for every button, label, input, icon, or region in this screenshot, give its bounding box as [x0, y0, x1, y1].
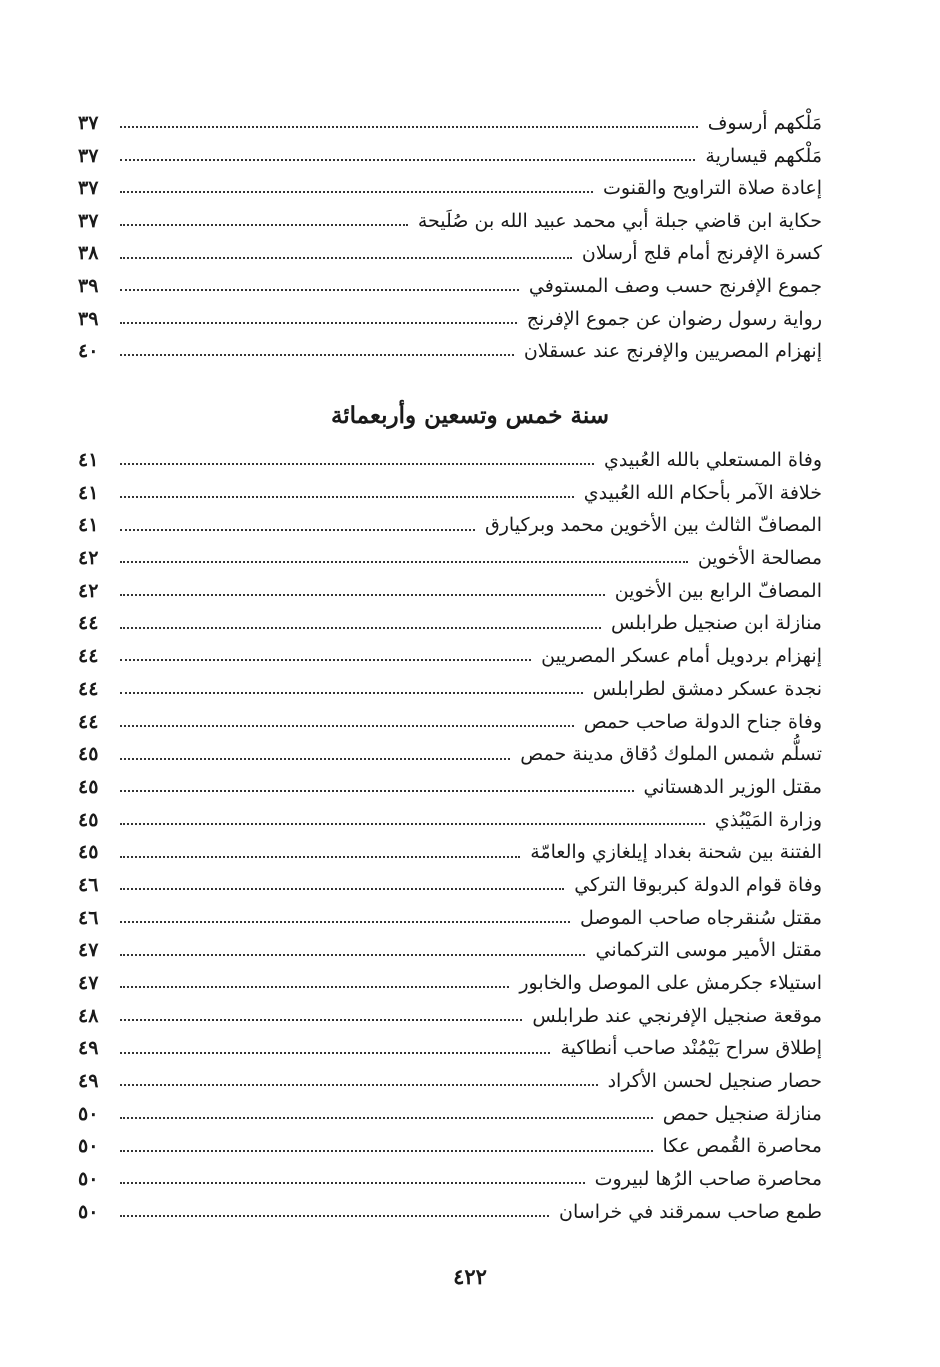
toc-entry-page: ٤٥: [78, 808, 99, 831]
toc-entry-title: إطلاق سراح بَيْمُنْد صاحب أنطاكية: [560, 1037, 822, 1060]
toc-entry-title: محاصرة القُمص عكا: [662, 1135, 822, 1158]
toc-entry: [78, 1163, 822, 1196]
toc-entry-title: نجدة عسكر دمشق لطرابلس: [592, 677, 822, 700]
toc-entry-page: ٤٧: [78, 939, 99, 962]
toc-entry-page: ٣٧: [78, 209, 99, 232]
toc-entry-title: مقتل الوزير الدهستاني: [643, 775, 822, 798]
dot-leader: [120, 463, 594, 465]
toc-entry: [78, 673, 822, 706]
toc-entry: [78, 172, 822, 205]
page-number: ٤٢٢: [453, 1264, 487, 1289]
toc-entry: [78, 607, 822, 640]
toc-entry-page: ٤٢: [78, 579, 99, 602]
toc-entry: [78, 902, 822, 935]
toc-entry-title: المصافّ الرابع بين الأخوين: [614, 579, 822, 602]
dot-leader: [120, 888, 564, 890]
dot-leader: [120, 159, 695, 161]
toc-entry: [78, 107, 822, 140]
toc-entry-page: ٣٧: [78, 112, 99, 134]
toc-entry-page: ٤٩: [78, 1037, 99, 1060]
toc-entry-title: استيلاء جكرمش على الموصل والخابور: [519, 972, 822, 994]
dot-leader: [120, 1052, 550, 1054]
dot-leader: [120, 659, 531, 661]
toc-entry-title: موقعة صنجيل الإفرنجي عند طرابلس: [532, 1004, 822, 1027]
toc-entry: [78, 738, 822, 771]
toc-entry: [78, 804, 822, 837]
toc-entry-title: منازلة ابن صنجيل طرابلس: [611, 612, 822, 635]
toc-entry: [78, 575, 822, 608]
toc-entry-title: الفتنة بين شحنة بغداد إيلغازي والعامّة: [530, 841, 822, 864]
toc-entry-title: مصالحة الأخوين: [697, 547, 822, 570]
toc-entry: [78, 1098, 822, 1131]
toc-entry-page: ٤٤: [78, 612, 99, 635]
toc-entry-page: ٤٥: [78, 743, 99, 766]
toc-entry-page: ٤١: [78, 449, 99, 471]
dot-leader: [120, 1150, 653, 1152]
dot-leader: [120, 322, 517, 324]
toc-entry-page: ٣٩: [78, 307, 99, 330]
toc-entry: [78, 706, 822, 739]
toc-entry-page: ٣٧: [78, 144, 99, 167]
dot-leader: [120, 725, 574, 727]
dot-leader: [120, 790, 634, 792]
toc-entry-page: ٣٧: [78, 177, 99, 200]
dot-leader: [120, 954, 585, 956]
toc-entry-title: إعادة صلاة التراويح والقنوت: [603, 177, 822, 200]
toc-entry-title: منازلة صنجيل حمص: [662, 1102, 822, 1125]
toc-entry: [78, 270, 822, 303]
toc-entry: [78, 1032, 822, 1065]
dot-leader: [120, 126, 698, 128]
toc-entry-page: ٤١: [78, 481, 99, 504]
toc-entry-title: إنهزام المصريين والإفرنج عند عسقلان: [523, 340, 822, 363]
toc-entry-page: ٥٠: [78, 1135, 99, 1158]
toc-entry-title: حصار صنجيل لحسن الأكراد: [607, 1070, 822, 1093]
dot-leader: [120, 1117, 653, 1119]
dot-leader: [120, 561, 688, 563]
dot-leader: [120, 986, 509, 988]
dot-leader: [120, 257, 572, 259]
toc-entry: [78, 509, 822, 542]
toc-list-section: [78, 444, 822, 1229]
toc-entry-title: وزارة المَيْبُذي: [714, 808, 822, 831]
dot-leader: [120, 289, 519, 291]
toc-entry-title: إنهزام بردويل أمام عسكر المصريين: [541, 645, 822, 668]
toc-entry-page: ٤٤: [78, 645, 99, 668]
toc-entry-page: ٣٩: [78, 274, 99, 297]
dot-leader: [120, 191, 593, 193]
toc-entry: [78, 1000, 822, 1033]
dot-leader: [120, 1215, 549, 1217]
toc-entry-title: المصافّ الثالث بين الأخوين محمد وبركيارق: [485, 514, 822, 537]
toc-list-before: [78, 107, 822, 368]
toc-entry: [78, 640, 822, 673]
toc-entry: [78, 205, 822, 238]
toc-entry-title: مَلْكهم أرسوف: [707, 112, 822, 134]
toc-entry: [78, 542, 822, 575]
toc-entry: [78, 869, 822, 902]
toc-entry: [78, 303, 822, 336]
toc-entry: [78, 237, 822, 270]
toc-entry: [78, 771, 822, 804]
toc-entry: [78, 934, 822, 967]
dot-leader: [120, 856, 520, 858]
toc-entry: [78, 967, 822, 1000]
dot-leader: [120, 529, 475, 531]
toc-entry-title: مَلْكهم قيسارية: [705, 144, 822, 167]
dot-leader: [120, 758, 510, 760]
dot-leader: [120, 1019, 522, 1021]
toc-entry-page: ٤٩: [78, 1070, 99, 1093]
toc-entry: [78, 444, 822, 477]
toc-entry-title: محاصرة صاحب الرُها لبيروت: [594, 1168, 822, 1191]
toc-entry-page: ٥٠: [78, 1168, 99, 1191]
toc-entry-title: حكاية ابن قاضي جبلة أبي محمد عبيد الله بن صُلَيحة: [417, 209, 822, 232]
toc-entry-title: مقتل الأمير موسى التركماني: [595, 939, 822, 962]
toc-entry-title: تسلُّم شمس الملوك دُقاق مدينة حمص: [520, 743, 822, 766]
dot-leader: [120, 921, 570, 923]
toc-entry-page: ٤٧: [78, 972, 99, 994]
dot-leader: [120, 627, 601, 629]
toc-entry-title: وفاة المستعلي بالله العُبيدي: [603, 449, 822, 471]
toc-entry-title: رواية رسول رضوان عن جموع الإفرنج: [526, 307, 822, 330]
dot-leader: [120, 1084, 598, 1086]
toc-entry-title: كسرة الإفرنج أمام قلج أرسلان: [581, 242, 822, 265]
toc-entry-page: ٣٨: [78, 242, 99, 265]
toc-entry-page: ٤٦: [78, 906, 99, 929]
toc-entry-page: ٥٠: [78, 1200, 99, 1223]
toc-entry-page: ٤٦: [78, 873, 99, 896]
dot-leader: [120, 1182, 585, 1184]
toc-entry-title: وفاة قوام الدولة كبربوقا التركي: [574, 873, 822, 896]
toc-entry-page: ٤٤: [78, 710, 99, 733]
dot-leader: [120, 354, 514, 356]
dot-leader: [120, 496, 574, 498]
toc-entry-page: ٤٨: [78, 1004, 99, 1027]
toc-entry-title: جموع الإفرنج حسب وصف المستوفي: [528, 274, 822, 297]
dot-leader: [120, 224, 408, 226]
dot-leader: [120, 692, 583, 694]
toc-entry: [78, 140, 822, 173]
toc-entry-page: ٤١: [78, 514, 99, 537]
toc-entry: [78, 1196, 822, 1229]
toc-entry-page: ٤٢: [78, 547, 99, 570]
toc-entry: [78, 1065, 822, 1098]
toc-entry-title: مقتل سُنقرجاه صاحب الموصل: [580, 906, 822, 929]
toc-entry-title: خلافة الآمر بأحكام الله العُبيدي: [583, 481, 822, 504]
toc-entry-page: ٥٠: [78, 1102, 99, 1125]
toc-entry-page: ٤٥: [78, 775, 99, 798]
dot-leader: [120, 594, 605, 596]
section-heading: سنة خمس وتسعين وأربعمائة: [330, 402, 610, 429]
toc-entry: [78, 335, 822, 368]
toc-entry-title: طمع صاحب سمرقند في خراسان: [559, 1200, 822, 1223]
toc-entry: [78, 836, 822, 869]
toc-entry-page: ٤٠: [78, 340, 99, 363]
dot-leader: [120, 823, 705, 825]
toc-entry: [78, 477, 822, 510]
toc-entry-page: ٤٥: [78, 841, 99, 864]
toc-entry-title: وفاة جناح الدولة صاحب حمص: [583, 710, 822, 733]
toc-entry-page: ٤٤: [78, 677, 99, 700]
toc-entry: [78, 1130, 822, 1163]
